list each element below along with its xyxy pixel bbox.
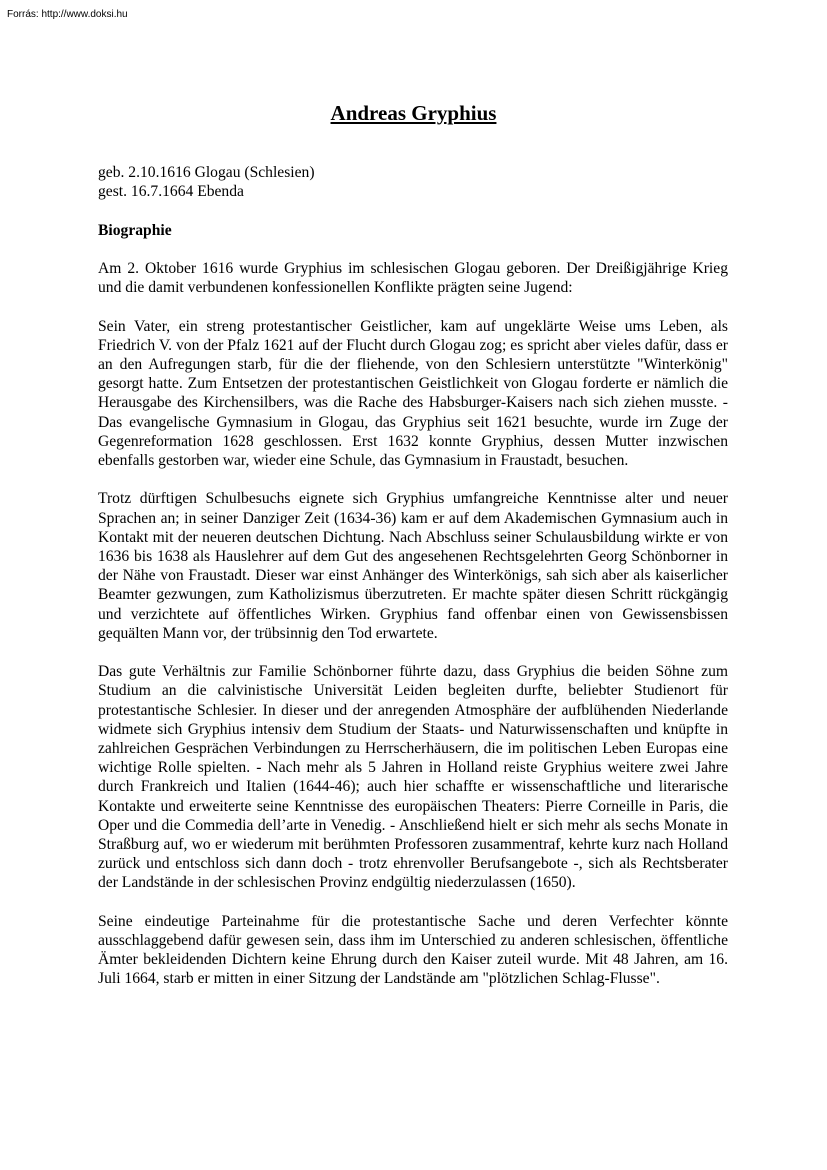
paragraph: Seine eindeutige Parteinahme für die protestantische Sache und deren Verfechter könnte ausschlaggebend dafür gewesen sein, dass ihm im Unterschied zu anderen schlesischen, öffentliche Ämter bekleidenden Dichtern keine Ehrung durch den Kaiser zuteil wurde. Mit 48 Jahren, am 16. Juli 1664, starb er mitten in einer Sitzung der Landstände am "plötzlichen Schlag-Flusse". [98,912,728,988]
section-heading: Biographie [98,221,172,239]
birth-line: geb. 2.10.1616 Glogau (Schlesien) [98,164,315,181]
paragraph: Trotz dürftigen Schulbesuchs eignete sich Gryphius umfangreiche Kenntnisse alter und neuer Sprachen an; in seiner Danziger Zeit (1634-36) kam er auf dem Akademischen Gymnasium auch in Kontakt mit der neueren deutschen Dichtung. Nach Abschluss seiner Schulausbildung wirkte er von 1636 bis 1638 als Hauslehrer auf dem Gut des angesehenen Rechtsgelehrten Georg Schönborner in der Nähe von Fraustadt. Dieser war einst Anhänger des Winterkönigs, sah sich aber als kaiserlicher Beamter gezwungen, zum Katholizismus überzutreten. Er machte später diesen Schritt rückgängig und verzichtete auf öffentliches Wirken. Gryphius fand offenbar einen von Gewissensbissen gequälten Mann vor, der trübsinnig den Tod erwartete. [98,490,728,642]
death-line: gest. 16.7.1664 Ebenda [98,183,244,201]
life-dates [98,163,728,201]
paragraph: Sein Vater, ein streng protestantischer Geistlicher, kam auf ungeklärte Weise ums Leben, als Friedrich V. von der Pfalz 1621 auf der Flucht durch Glogau zog; es spricht aber vieles dafür, dass er an den Aufregungen starb, für die der fliehende, von den Schlesiern unterstützte "Winterkönig" gesorgt hatte. Zum Entsetzen der protestantischen Geistlichkeit von Glogau forderte er nämlich die Herausgabe des Kirchensilbers, was die Rache des Habsburger-Kaisers nach sich ziehen musste. - Das evangelische Gymnasium in Glogau, das Gryphius seit 1621 besuchte, wurde irn Zuge der Gegenreformation 1628 geschlossen. Erst 1632 konnte Gryphius, dessen Mutter inzwischen ebenfalls gestorben war, wieder eine Schule, das Gymnasium in Fraustadt, besuchen. [98,317,728,469]
paragraph: Am 2. Oktober 1616 wurde Gryphius im schlesischen Glogau geboren. Der Dreißigjährige Krieg und die damit verbundenen konfessionellen Konflikte prägten seine Jugend: [98,259,728,297]
document-body [98,163,728,989]
page-title: Andreas Gryphius [330,101,497,125]
source-note: Forrás: http://www.doksi.hu [7,9,128,20]
paragraph: Das gute Verhältnis zur Familie Schönborner führte dazu, dass Gryphius die beiden Söhne zum Studium an die calvinistische Universität Leiden begleiten durfte, beliebter Studienort für protestantische Schlesier. In dieser und der anregenden Atmosphäre der aufblühenden Niederlande widmete sich Gryphius intensiv dem Studium der Staats- und Naturwissenschaften und knüpfte in zahlreichen Gesprächen Verbindungen zu Herrscherhäusern, die im politischen Leben Europas eine wichtige Rolle spielten. - Nach mehr als 5 Jahren in Holland reiste Gryphius weitere zwei Jahre durch Frankreich und Italien (1644-46); auch hier schaffte er wissenschaftliche und literarische Kontakte und erweiterte seine Kenntnisse des europäischen Theaters: Pierre Corneille in Paris, die Oper und die Commedia dell’arte in Venedig. - Anschließend hielt er sich mehr als sechs Monate in Straßburg auf, wo er wiederum mit berühmten Professoren zusammentraf, kehrte kurz nach Holland zurück und entschloss sich dann doch - trotz ehrenvoller Berufsangebote -, sich als Rechtsberater der Landstände in der schlesischen Provinz endgültig niederzulassen (1650). [98,663,728,892]
